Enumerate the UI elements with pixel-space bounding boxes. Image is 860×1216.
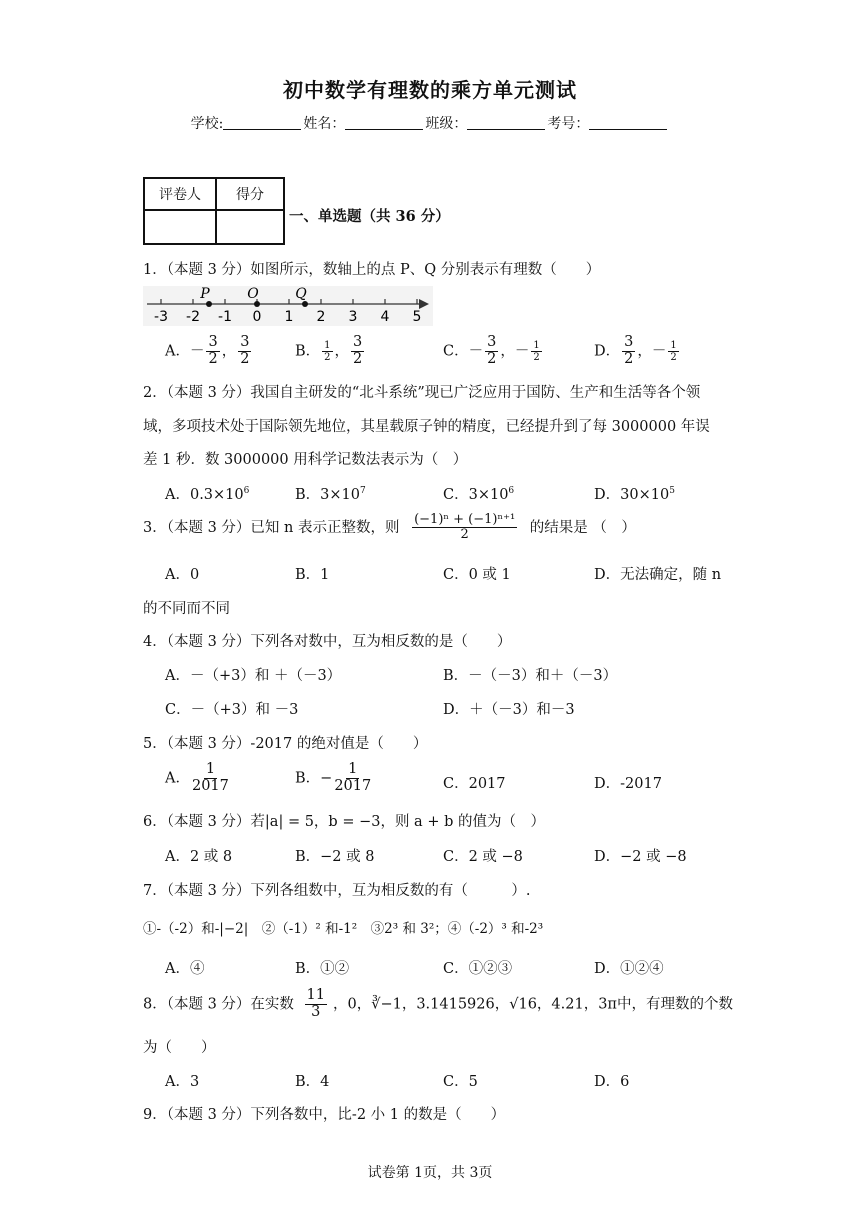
numerator: 3	[624, 334, 634, 350]
number-line-point-label: P	[200, 286, 210, 302]
q4-option-d[interactable]: D．＋（－3）和－3	[443, 702, 575, 718]
fraction	[531, 340, 541, 363]
q5-option-c[interactable]: C．2017	[443, 776, 506, 792]
fraction	[238, 335, 251, 368]
q2-option-a[interactable]	[165, 483, 249, 504]
denominator: 3	[311, 1003, 321, 1020]
number-line-tick-label: 1	[284, 309, 294, 325]
denominator: 2	[670, 351, 677, 363]
option-text: A．0.3×10	[165, 487, 244, 503]
minus-sign: －	[514, 343, 530, 360]
question-8-text	[143, 988, 733, 1021]
separator: ，	[500, 343, 515, 360]
option-text: C．3×10	[443, 487, 509, 503]
question-3-suffix: 的结果是 （ ）	[529, 519, 636, 536]
option-text: B．3×10	[295, 487, 360, 503]
student-info-line	[0, 113, 860, 133]
class-blank[interactable]	[467, 115, 545, 130]
minus-sign: －	[189, 343, 205, 360]
q8-option-b[interactable]: B．4	[295, 1074, 330, 1090]
denominator: 2	[240, 350, 250, 367]
q5-option-d[interactable]: D．-2017	[594, 776, 662, 792]
question-8-prefix: 8．（本题 3 分）在实数	[143, 996, 294, 1013]
q6-option-c[interactable]: C．2 或 −8	[443, 849, 523, 865]
exponent: 5	[669, 486, 675, 497]
fraction	[668, 340, 678, 363]
denominator: 2017	[334, 777, 372, 794]
q8-option-a[interactable]: A．3	[165, 1074, 200, 1090]
question-7-items: ①-（-2）和-|−2| ②（-1）² 和-1² ③2³ 和 3²；④（-2）³ 和-2³	[143, 921, 544, 937]
denominator: 2	[624, 350, 634, 367]
score-cell	[216, 210, 284, 244]
exam-number-label: 考号：	[547, 116, 590, 132]
page-footer: 试卷第 1页，共 3页	[367, 1165, 493, 1181]
q6-option-d[interactable]: D．−2 或 −8	[594, 849, 687, 865]
q4-option-b[interactable]: B．－（－3）和＋（－3）	[443, 668, 618, 684]
question-1-text: 1．（本题 3 分）如图所示，数轴上的点 P、Q 分别表示有理数（ ）	[143, 262, 601, 278]
numerator: 1	[533, 339, 540, 351]
q7-option-b[interactable]: B．①②	[295, 961, 350, 977]
fraction	[351, 335, 364, 368]
q1-option-a[interactable]	[165, 335, 253, 368]
option-label: A．	[165, 343, 190, 360]
question-3-fraction	[412, 513, 517, 543]
question-8-fraction	[305, 988, 327, 1021]
exponent: 7	[359, 486, 366, 497]
denominator: 2	[487, 350, 497, 367]
denominator: 2	[324, 351, 331, 363]
q6-option-a[interactable]: A．2 或 8	[165, 849, 233, 865]
option-label: B．	[295, 770, 321, 787]
minus-sign: －	[651, 343, 667, 360]
q2-option-b[interactable]	[295, 483, 366, 504]
name-label: 姓名：	[303, 116, 346, 132]
question-6-text: 6．（本题 3 分）若|a| = 5，b = −3，则 a + b 的值为（ ）	[143, 814, 545, 830]
grader-table	[143, 177, 285, 245]
q2-option-d[interactable]	[594, 483, 675, 504]
numerator: 3	[487, 334, 497, 350]
q2-option-c[interactable]	[443, 483, 514, 504]
class-label: 班级：	[425, 116, 468, 132]
q7-option-c[interactable]: C．①②③	[443, 961, 513, 977]
option-label: D．	[594, 343, 621, 360]
numerator: 1	[324, 339, 331, 351]
question-4-text: 4．（本题 3 分）下列各对数中，互为相反数的是（ ）	[143, 634, 512, 650]
separator: ，	[637, 343, 652, 360]
number-line-tick-label: 4	[380, 309, 390, 325]
question-7-text: 7．（本题 3 分）下列各组数中，互为相反数的有（ ）.	[143, 883, 531, 899]
denominator: 2	[460, 527, 469, 543]
q1-option-d[interactable]	[594, 335, 681, 368]
question-8-suffix: ，0，∛−1，3.1415926，√16，4.21，3π中，有理数的个数	[332, 996, 733, 1013]
option-label: C．	[443, 343, 469, 360]
score-header: 得分	[216, 178, 284, 210]
q3-option-d-continued: 的不同而不同	[143, 601, 230, 617]
exam-number-blank[interactable]	[589, 115, 667, 130]
question-2-line-1: 2．（本题 3 分）我国自主研发的“北斗系统”现已广泛应用于国防、生产和生活等各个领	[143, 385, 701, 401]
minus-sign: －	[468, 343, 484, 360]
numerator: 1	[348, 761, 358, 777]
denominator: 2017	[191, 777, 229, 794]
numerator: (−1)ⁿ + (−1)ⁿ⁺¹	[414, 512, 516, 527]
q6-option-b[interactable]: B．−2 或 8	[295, 849, 375, 865]
numerator: 11	[306, 987, 325, 1003]
numerator: 3	[240, 334, 250, 350]
q5-option-a[interactable]	[165, 762, 231, 795]
q3-option-c[interactable]: C．0 或 1	[443, 567, 511, 583]
separator: ，	[334, 343, 350, 360]
number-line-figure	[143, 286, 433, 326]
grader-cell	[144, 210, 216, 244]
q8-option-d[interactable]: D．6	[594, 1074, 630, 1090]
page-title: 初中数学有理数的乘方单元测试	[283, 78, 577, 102]
number-line-tick-label: -1	[218, 309, 232, 325]
grader-header: 评卷人	[144, 178, 216, 210]
school-blank[interactable]	[223, 115, 301, 130]
q1-option-b[interactable]	[295, 335, 366, 368]
question-2-line-2: 域，多项技术处于国际领先地位，其星载原子钟的精度，已经提升到了每 3000000 年误	[143, 419, 710, 435]
q7-option-a[interactable]: A．④	[165, 961, 205, 977]
option-label: A．	[165, 770, 190, 787]
question-3-prefix: 3．（本题 3 分）已知 n 表示正整数，则	[143, 519, 400, 536]
separator: ，	[221, 343, 237, 360]
number-line-tick-label: -3	[154, 309, 168, 325]
exponent: 6	[243, 486, 250, 497]
number-line-point-label: Q	[295, 286, 307, 302]
fraction	[622, 335, 635, 368]
option-label: B．	[295, 343, 321, 360]
numerator: 1	[205, 761, 216, 777]
option-text: D．30×10	[594, 487, 670, 503]
school-label: 学校:	[190, 116, 224, 132]
fraction	[485, 335, 498, 368]
fraction	[192, 762, 229, 795]
q3-option-d[interactable]: D．无法确定，随 n	[594, 567, 722, 583]
number-line-tick-label: 2	[316, 309, 326, 325]
number-line-tick-label: 3	[348, 309, 358, 325]
name-blank[interactable]	[345, 115, 423, 130]
q5-option-b[interactable]	[295, 762, 373, 795]
q4-option-a[interactable]: A．－（+3）和 ＋（－3）	[165, 668, 342, 684]
number-line-point-label: O	[247, 286, 259, 302]
fraction	[322, 340, 332, 363]
exponent: 6	[508, 486, 515, 497]
denominator: 2	[533, 351, 540, 363]
question-3-text	[143, 513, 636, 543]
number-line-tick-label: 0	[252, 309, 262, 325]
q3-option-a[interactable]: A．0	[165, 567, 200, 583]
number-line-tick-label: 5	[412, 309, 422, 325]
q8-option-c[interactable]: C．5	[443, 1074, 478, 1090]
fraction	[206, 335, 219, 368]
question-9-text: 9．（本题 3 分）下列各数中，比-2 小 1 的数是（ ）	[143, 1107, 506, 1123]
numerator: 1	[670, 339, 677, 351]
question-8-line-2: 为（ ）	[143, 1040, 216, 1056]
q4-option-c[interactable]: C．－（+3）和 －3	[165, 702, 299, 718]
section-title: 一、单选题（共 36 分）	[289, 208, 450, 225]
q3-option-b[interactable]: B．1	[295, 567, 330, 583]
denominator: 2	[208, 350, 218, 367]
number-line-tick-label: -2	[186, 309, 200, 325]
question-5-text: 5．（本题 3 分）-2017 的绝对值是（ ）	[143, 736, 428, 752]
minus-sign: −	[320, 770, 333, 787]
numerator: 3	[353, 334, 363, 350]
numerator: 3	[208, 334, 218, 350]
q7-option-d[interactable]: D．①②④	[594, 961, 664, 977]
q1-option-c[interactable]	[443, 335, 544, 368]
denominator: 2	[353, 350, 363, 367]
question-2-line-3: 差 1 秒．数 3000000 用科学记数法表示为（ ）	[143, 452, 468, 468]
fraction	[334, 762, 371, 795]
